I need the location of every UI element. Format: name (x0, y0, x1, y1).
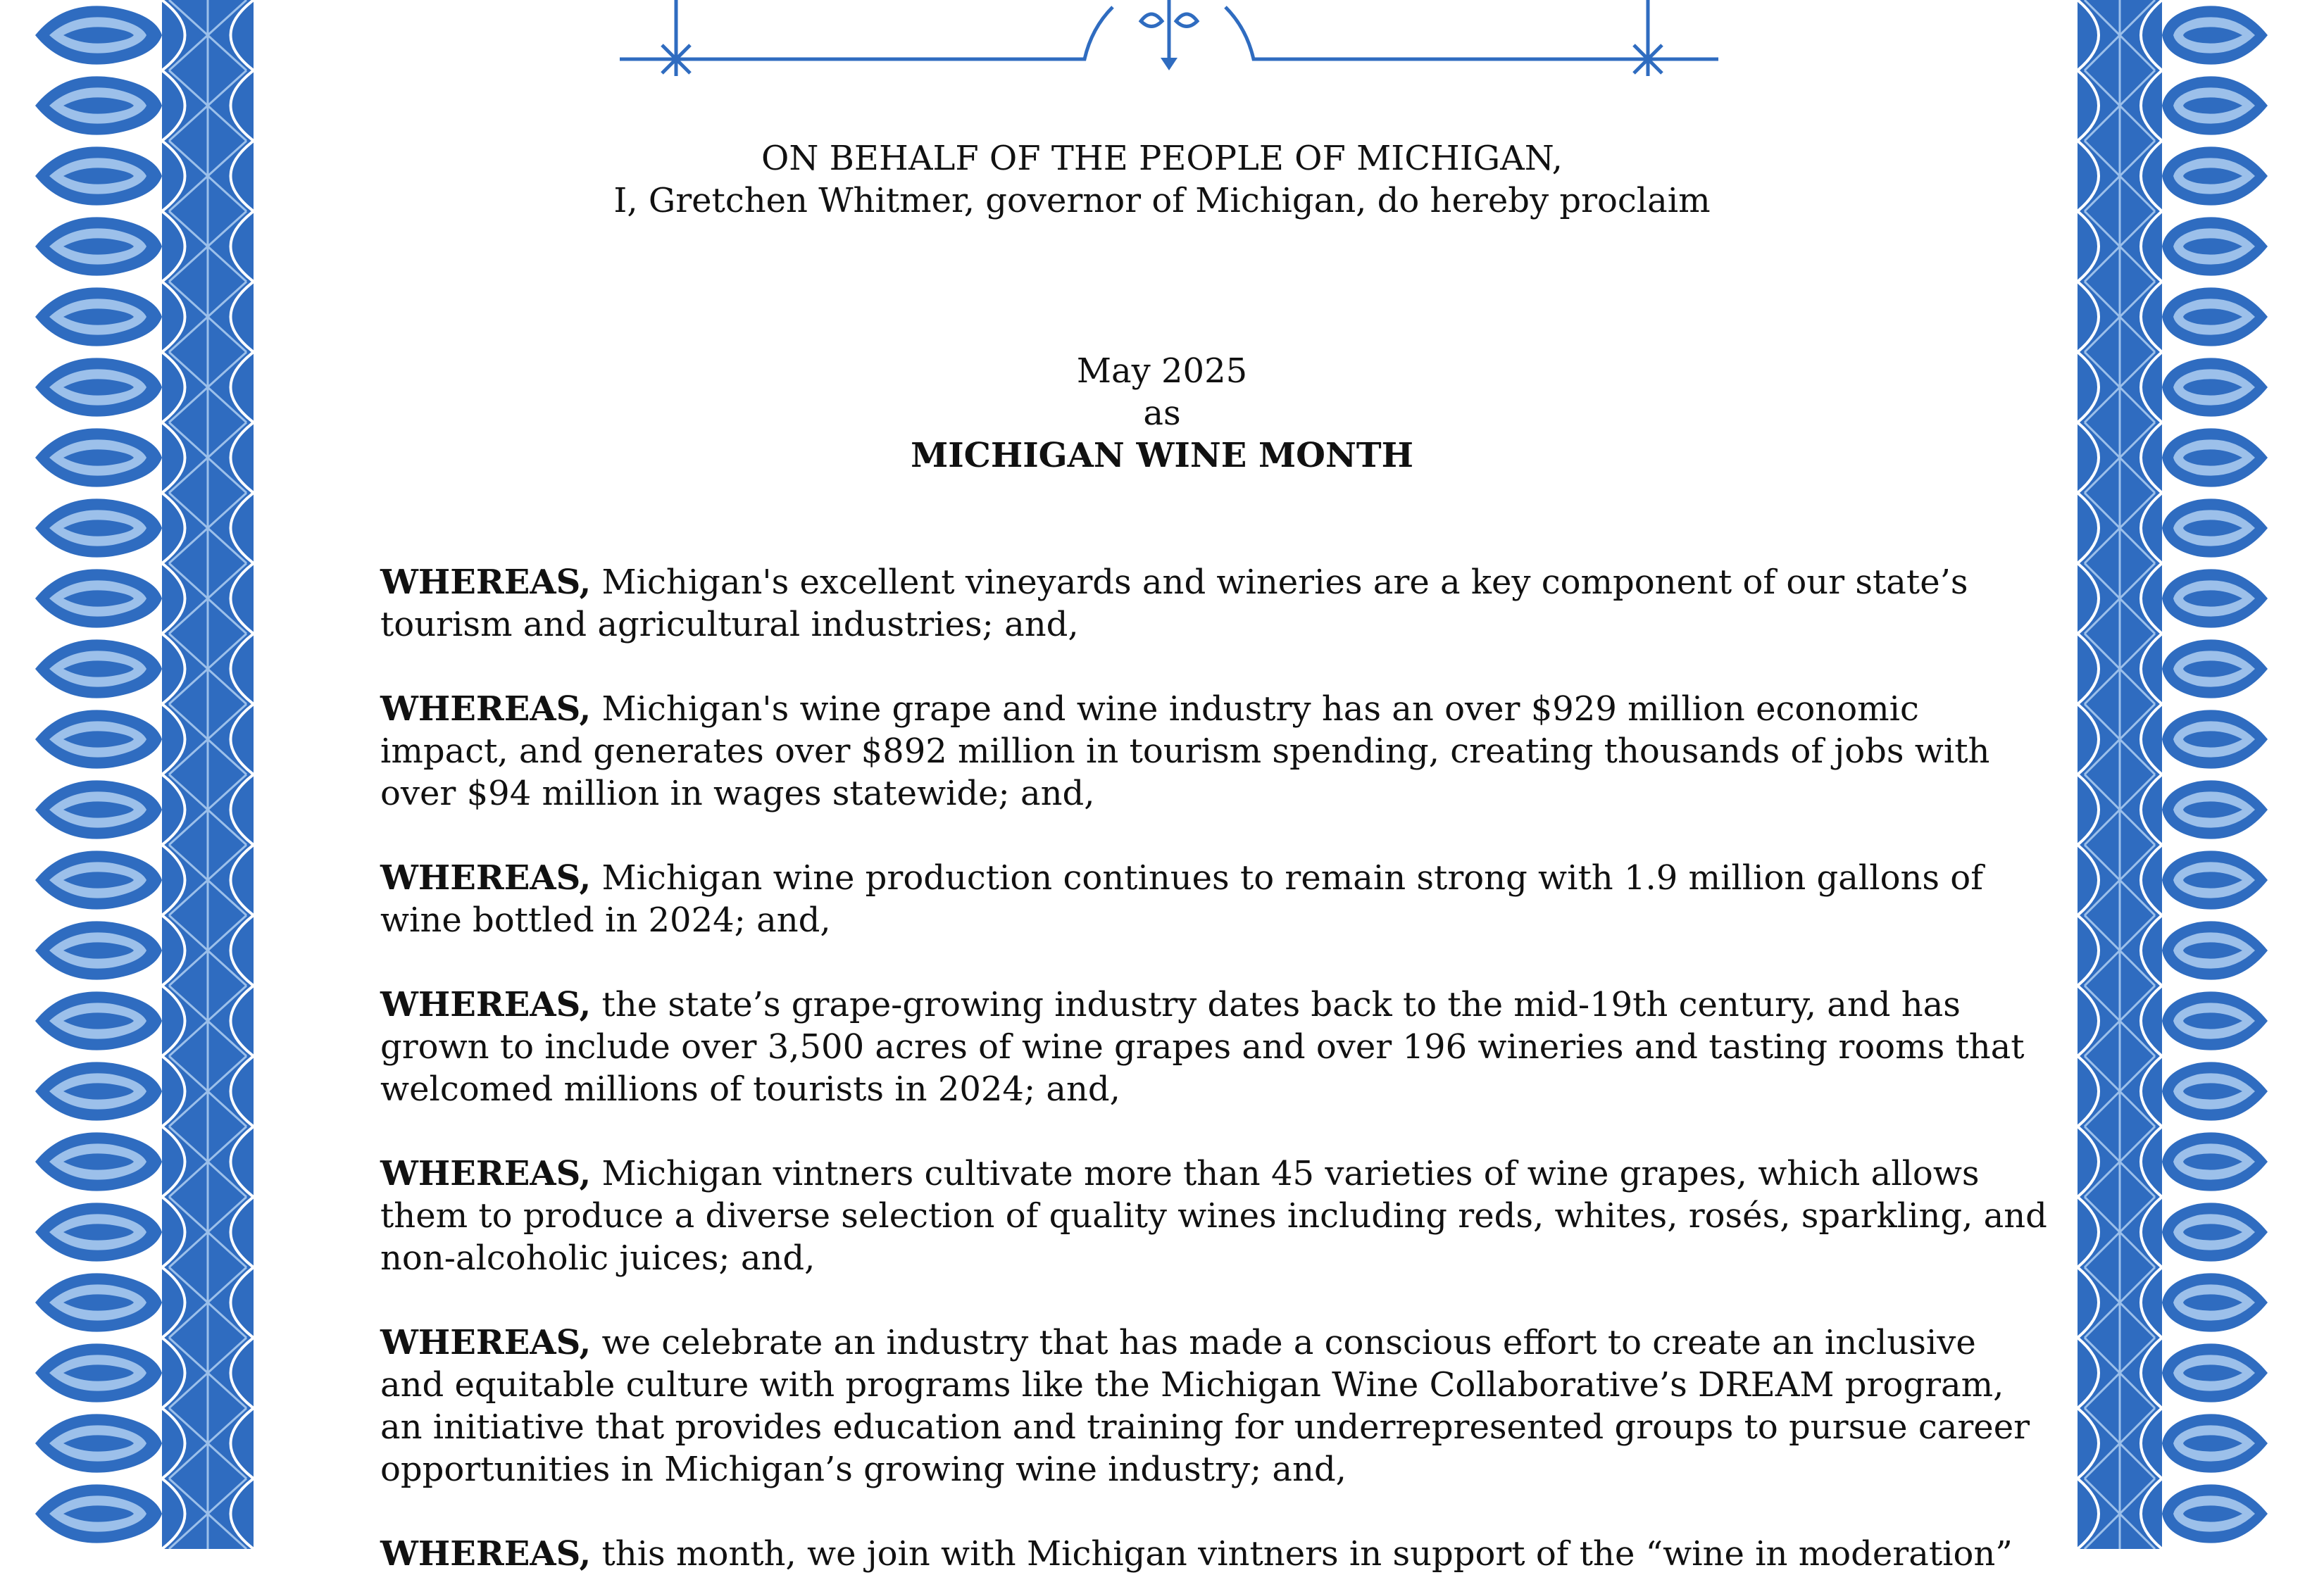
clause-line: Michigan wine production continues to remain strong with 1.9 million gallons of (591, 858, 1983, 898)
whereas-lead: WHEREAS, (380, 1323, 592, 1362)
clause-line: impact, and generates over $892 million in tourism spending, creating thousands of jobs with (380, 732, 1990, 771)
clause-line: an initiative that provides education and training for underrepresented groups to pursue career (380, 1407, 2030, 1447)
whereas-clause (380, 857, 1983, 941)
clause-line: Michigan's wine grape and wine industry has an over $929 million economic (591, 689, 1919, 729)
whereas-lead: WHEREAS, (380, 985, 592, 1024)
header-line-people: ON BEHALF OF THE PEOPLE OF MICHIGAN, (761, 139, 1563, 178)
proclamation-title: MICHIGAN WINE MONTH (911, 436, 1413, 475)
whereas-clause (380, 561, 1972, 646)
clause-line: over $94 million in wages statewide; and, (380, 774, 1095, 813)
decorative-border-right (2063, 0, 2268, 1549)
whereas-clause (380, 1153, 2047, 1279)
whereas-clause (380, 1533, 2013, 1575)
crest-ornament (606, 0, 1732, 84)
decorative-border-left (35, 0, 268, 1549)
header-line-governor: I, Gretchen Whitmer, governor of Michigan, do hereby proclaim (613, 181, 1711, 220)
clause-line: wine bottled in 2024; and, (380, 901, 831, 940)
clause-line: the state’s grape-growing industry dates back to the mid-19th century, and has (591, 985, 1961, 1024)
whereas-clause (380, 984, 2025, 1110)
clause-line: this month, we join with Michigan vintners in support of the “wine in moderation” (591, 1534, 2013, 1574)
whereas-lead: WHEREAS, (380, 563, 592, 602)
whereas-lead: WHEREAS, (380, 858, 592, 898)
clause-line: grown to include over 3,500 acres of wine grapes and over 196 wineries and tasting rooms that (380, 1027, 2025, 1067)
clause-line: opportunities in Michigan’s growing wine industry; and, (380, 1450, 1347, 1489)
clause-line: and equitable culture with programs like the Michigan Wine Collaborative’s DREAM program, (380, 1365, 2004, 1405)
proclamation-as: as (1143, 394, 1181, 433)
whereas-clause (380, 1322, 2030, 1491)
clause-line: non-alcoholic juices; and, (380, 1238, 816, 1278)
clause-line: Michigan vintners cultivate more than 45 varieties of wine grapes, which allows (591, 1154, 1980, 1193)
clause-line: welcomed millions of tourists in 2024; and, (380, 1069, 1120, 1109)
whereas-lead: WHEREAS, (380, 1534, 592, 1574)
whereas-clause (380, 688, 1990, 815)
proclamation-month: May 2025 (1076, 351, 1248, 391)
clause-line: we celebrate an industry that has made a conscious effort to create an inclusive (591, 1323, 1976, 1362)
clause-line: them to produce a diverse selection of quality wines including reds, whites, rosés, sparkling, and (380, 1196, 2047, 1236)
whereas-lead: WHEREAS, (380, 1154, 592, 1193)
clause-line: Michigan's excellent vineyards and wineries are a key component of our state’s (591, 563, 1968, 602)
clause-line: tourism and agricultural industries; and, (380, 605, 1079, 644)
whereas-lead: WHEREAS, (380, 689, 592, 729)
